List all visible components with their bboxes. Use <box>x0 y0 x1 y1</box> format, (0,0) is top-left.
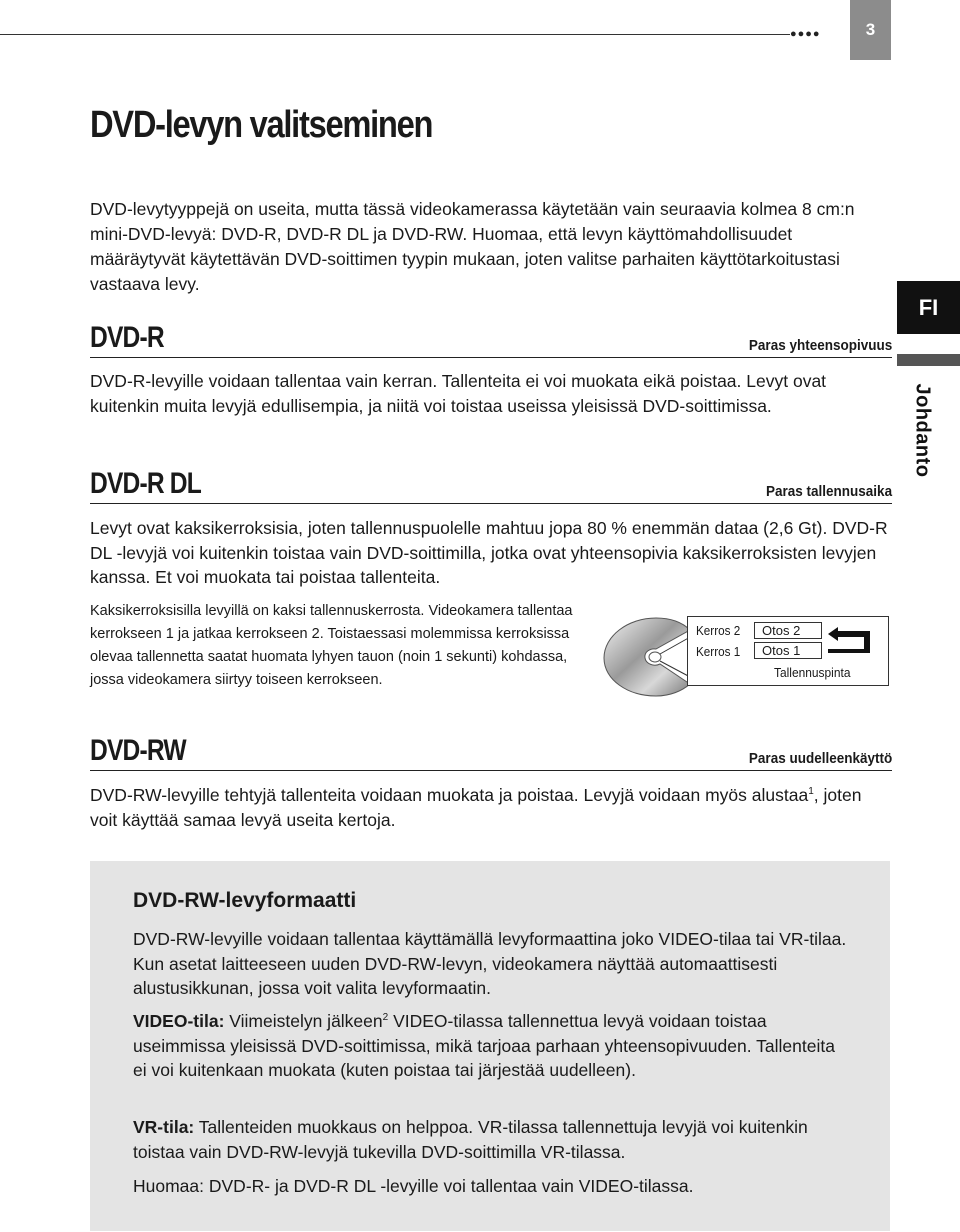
section-tab-label: Johdanto <box>911 383 934 477</box>
section-header-dvdrw <box>90 734 892 771</box>
layer-transition-arrow-icon <box>826 623 882 657</box>
section-tag-dvdr: Paras yhteensopivuus <box>748 337 892 354</box>
layer-1-label: Kerros 1 <box>696 644 741 659</box>
format-box-intro: DVD-RW-levyille voidaan tallentaa käyttämällä levyformaattina joko VIDEO-tilaa tai VR-tilaa. Kun asetat laitteeseen uuden DVD-RW-levyn, videokamera näyttää automaattisesti alustusikkunan, jossa voit valita levyformaatin. <box>133 929 847 998</box>
footnote-2-marker: 2 <box>382 1012 389 1024</box>
recording-surface-label: Tallennuspinta <box>774 665 851 680</box>
layer-diagram <box>687 616 889 686</box>
section-title-dvdrdl: DVD-R DL <box>90 467 201 500</box>
video-mode-text-start: Viimeistelyn jälkeen <box>224 1011 383 1031</box>
header-rule <box>0 34 790 35</box>
format-box-title: DVD-RW-levyformaatti <box>133 889 357 912</box>
section-header-dvdrdl <box>90 467 892 504</box>
vr-mode-paragraph <box>133 1115 853 1164</box>
take-1-box: Otos 1 <box>754 642 822 659</box>
section-body-dvdrw <box>90 783 890 832</box>
language-tab: FI <box>897 281 960 334</box>
video-mode-paragraph <box>133 1009 853 1083</box>
vr-mode-label: VR-tila: <box>133 1117 195 1137</box>
section-body-dvdr: DVD-R-levyille voidaan tallentaa vain kerran. Tallenteita ei voi muokata eikä poistaa. Levyt ovat kuitenkin muita levyjä edullisempia, ja niitä voi toistaa useissa yleisissä DVD-soittimissa. <box>90 371 827 416</box>
language-tab-bar <box>897 354 960 366</box>
section-title-dvdr: DVD-R <box>90 321 164 354</box>
header-dots: ●●●● <box>790 28 821 40</box>
footnote-1-marker: 1 <box>808 786 814 798</box>
dual-layer-note: Kaksikerroksisilla levyillä on kaksi tallennuskerrosta. Videokamera tallentaa kerrokseen 1 ja jatkaa kerrokseen 2. Toistaessasi molemmissa kerroksissa olevaa tallennetta saatat huomata lyhyen tauon (noin 1 sekunti) kohdassa, jossa videokamera siirtyy toiseen kerrokseen. <box>90 603 573 688</box>
video-mode-text-end: VIDEO-tilassa tallennettua levyä voidaan toistaa useimmissa yleisissä DVD-soittimissa, mikä tarjoaa parhaan yhteensopivuuden. Tallenteita ei voi kuitenkaan muokata (kuten poistaa tai järjestää uudelleen). <box>133 1011 835 1080</box>
intro-paragraph: DVD-levytyyppejä on useita, mutta tässä videokamerassa käytetään vain seuraavia kolmea 8 cm:n mini-DVD-levyä: DVD-R, DVD-R DL ja DVD-RW. Huomaa, että levyn käyttömahdollisuudet määräytyvät käytettävän DVD-soittimen tyypin mukaan, joten valitse parhaiten käyttötarkoitustasi vastaava levy. <box>90 199 855 294</box>
dvdrw-text-start: DVD-RW-levyille tehtyjä tallenteita voidaan muokata ja poistaa. Levyjä voidaan myös alustaa <box>90 785 809 805</box>
vr-mode-text: Tallenteiden muokkaus on helppoa. VR-tilassa tallennettuja levyjä voi kuitenkin toistaa vain DVD-RW-levyjä tukevilla DVD-soittimilla VR-tilassa. <box>133 1117 808 1162</box>
section-body-dvdrdl: Levyt ovat kaksikerroksisia, joten tallennuspuolelle mahtuu jopa 80 % enemmän dataa (2,6 Gt). DVD-R DL -levyjä voi kuitenkin toistaa vain DVD-soittimilla, jotka ovat yhteensopivia kaksikerroksisten levyjen kanssa. Et voi muokata tai poistaa tallenteita. <box>90 518 888 587</box>
section-tag-dvdrw: Paras uudelleenkäyttö <box>748 750 892 767</box>
section-tab <box>890 380 954 480</box>
page-number: 3 <box>850 0 891 60</box>
format-info-box <box>90 861 890 1231</box>
section-tag-dvdrdl: Paras tallennusaika <box>765 483 892 500</box>
page-title: DVD-levyn valitseminen <box>90 104 433 146</box>
layer-2-label: Kerros 2 <box>696 623 741 638</box>
video-mode-label: VIDEO-tila: <box>133 1011 225 1031</box>
dvdrw-text-end: , joten voit käyttää samaa levyä useita kertoja. <box>90 785 862 830</box>
section-title-dvdrw: DVD-RW <box>90 734 186 767</box>
format-box-note: Huomaa: DVD-R- ja DVD-R DL -levyille voi tallentaa vain VIDEO-tilassa. <box>133 1176 694 1196</box>
take-2-box: Otos 2 <box>754 622 822 639</box>
section-header-dvdr <box>90 321 892 358</box>
